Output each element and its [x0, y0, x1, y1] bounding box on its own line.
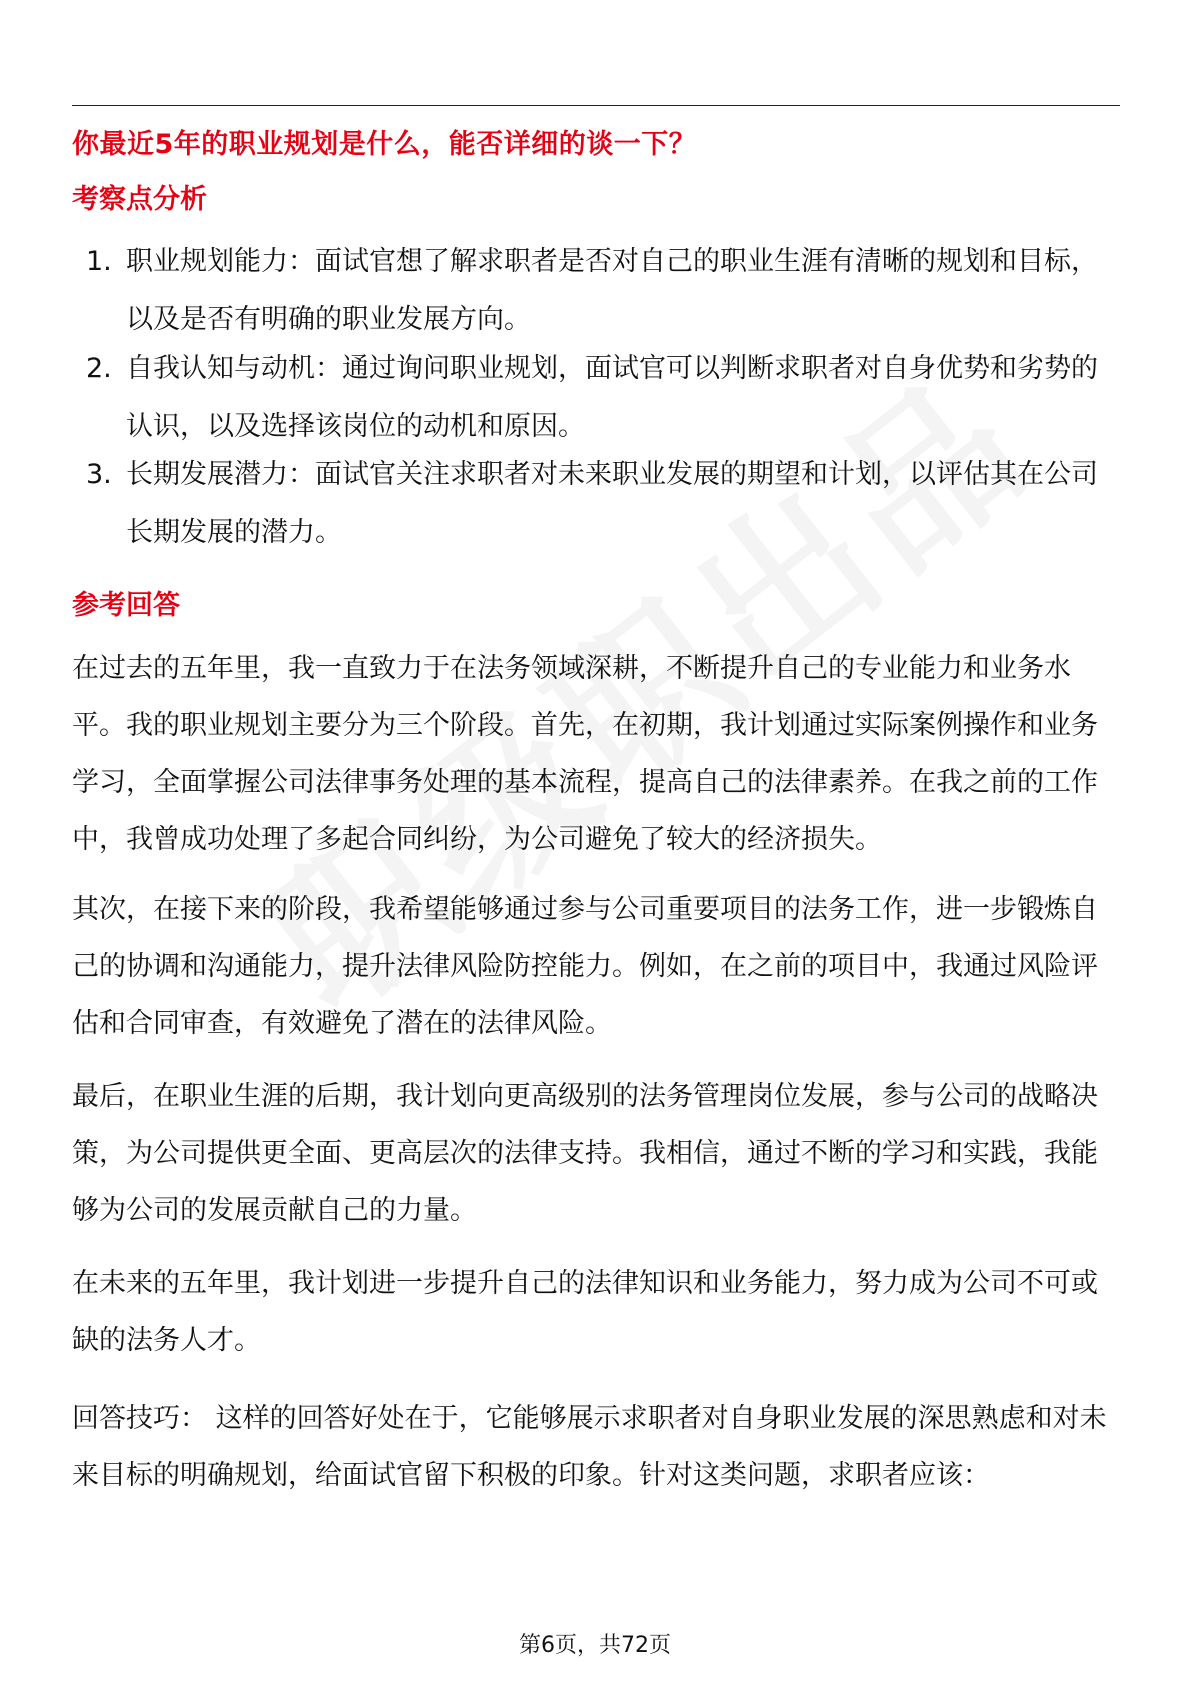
- list-number: 2.: [86, 353, 112, 384]
- answer-paragraph: 在未来的五年里，我计划进一步提升自己的法律知识和业务能力，努力成为公司不可或缺的法务人才。: [72, 1268, 1098, 1356]
- list-item: [72, 340, 1120, 456]
- question-title: 你最近5年的职业规划是什么，能否详细的谈一下？: [72, 129, 697, 160]
- answer-heading: 参考回答: [72, 590, 180, 621]
- answer-paragraph: 在过去的五年里，我一直致力于在法务领域深耕，不断提升自己的专业能力和业务水平。我的职业规划主要分为三个阶段。首先，在初期，我计划通过实际案例操作和业务学习，全面掌握公司法律事务处理的基本流程，提高自己的法律素养。在我之前的工作中，我曾成功处理了多起合同纠纷，为公司避免了较大的经济损失。: [72, 653, 1098, 855]
- list-number: 3.: [86, 459, 112, 490]
- answer-paragraph: 其次，在接下来的阶段，我希望能够通过参与公司重要项目的法务工作，进一步锻炼自己的协调和沟通能力，提升法律风险防控能力。例如，在之前的项目中，我通过风险评估和合同审查，有效避免了潜在的法律风险。: [72, 894, 1098, 1039]
- page-footer: 第6页，共72页: [519, 1633, 671, 1658]
- top-divider: [72, 105, 1120, 106]
- list-text: 长期发展潜力：面试官关注求职者对未来职业发展的期望和计划，以评估其在公司长期发展的潜力。: [126, 459, 1098, 548]
- list-text: 职业规划能力：面试官想了解求职者是否对自己的职业生涯有清晰的规划和目标，以及是否有明确的职业发展方向。: [126, 246, 1098, 335]
- list-number: 1.: [86, 246, 112, 277]
- analysis-heading: 考察点分析: [72, 184, 207, 215]
- answer-paragraph: 最后，在职业生涯的后期，我计划向更高级别的法务管理岗位发展，参与公司的战略决策，为公司提供更全面、更高层次的法律支持。我相信，通过不断的学习和实践，我能够为公司的发展贡献自己的力量。: [72, 1081, 1098, 1226]
- list-item: [72, 446, 1120, 562]
- answer-tip-paragraph: 回答技巧： 这样的回答好处在于，它能够展示求职者对自身职业发展的深思熟虑和对未来目标的明确规划，给面试官留下积极的印象。针对这类问题，求职者应该：: [72, 1403, 1107, 1491]
- list-text: 自我认知与动机：通过询问职业规划，面试官可以判断求职者对自身优势和劣势的认识，以及选择该岗位的动机和原因。: [126, 353, 1098, 442]
- list-item: [72, 233, 1120, 349]
